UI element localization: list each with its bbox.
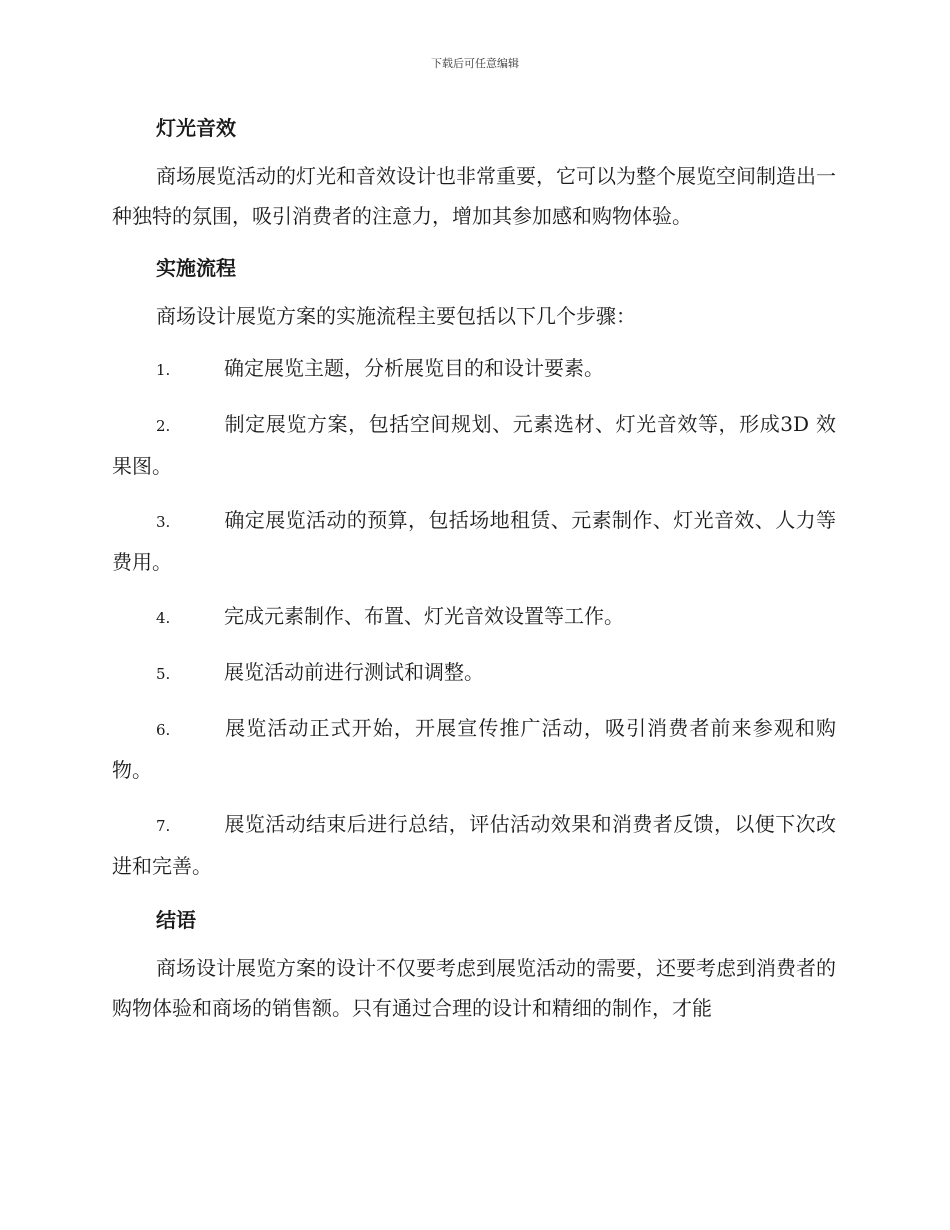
list-item-text: 确定展览活动的预算，包括场地租赁、元素制作、灯光音效、人力等费用。 [112,508,836,574]
list-item-text: 展览活动结束后进行总结，评估活动效果和消费者反馈，以便下次改进和完善。 [112,812,836,878]
list-item-text: 完成元素制作、布置、灯光音效设置等工作。 [224,604,624,628]
list-item-text: 展览活动前进行测试和调整。 [224,660,484,684]
section-paragraph-lighting: 商场展览活动的灯光和音效设计也非常重要，它可以为整个展览空间制造出一种独特的氛围，吸引消费者的注意力，增加其参加感和购物体验。 [112,164,836,228]
document-body [112,108,836,1040]
section-paragraph-process: 商场设计展览方案的实施流程主要包括以下几个步骤： [156,304,636,328]
list-item-number: 6. [156,721,171,739]
section-heading-conclusion: 结语 [156,908,196,932]
list-item-number: 1. [156,361,171,379]
list-item [112,596,836,638]
list-item [112,708,836,790]
list-item-text: 确定展览主题，分析展览目的和设计要素。 [224,356,604,380]
list-item-text: 展览活动正式开始，开展宣传推广活动，吸引消费者前来参观和购物。 [112,716,836,782]
page-header: 下载后可任意编辑 [431,57,519,70]
list-item [112,404,836,486]
list-item-number: 3. [156,513,171,531]
list-item-number: 7. [156,817,171,835]
list-item [112,804,836,886]
list-item [112,652,836,694]
list-item [112,348,836,390]
steps-list [112,348,836,886]
list-item [112,500,836,582]
section-paragraph-conclusion: 商场设计展览方案的设计不仅要考虑到展览活动的需要，还要考虑到消费者的购物体验和商场的销售额。只有通过合理的设计和精细的制作，才能 [112,956,836,1020]
section-heading-lighting: 灯光音效 [156,116,236,140]
list-item-text: 制定展览方案，包括空间规划、元素选材、灯光音效等，形成3D 效果图。 [112,412,836,478]
section-heading-process: 实施流程 [156,256,236,280]
list-item-number: 5. [156,665,171,683]
list-item-number: 2. [156,417,171,435]
list-item-number: 4. [156,609,171,627]
